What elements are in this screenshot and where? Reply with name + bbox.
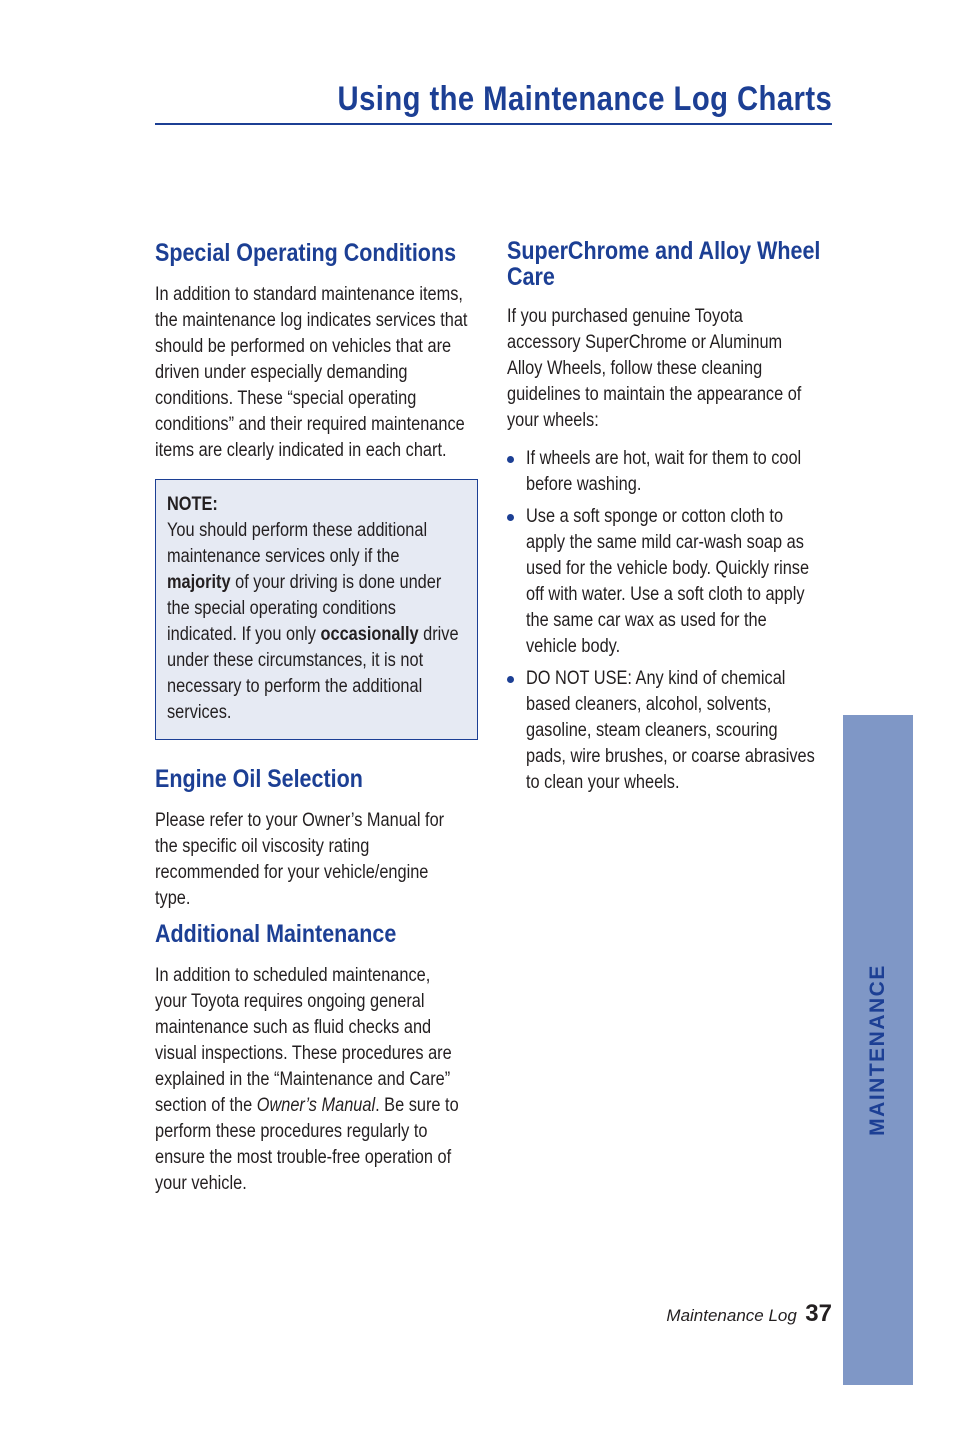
text-line: type. xyxy=(155,888,191,909)
text-line: the special operating conditions xyxy=(167,598,396,619)
text-line: If you purchased genuine Toyota xyxy=(507,306,743,327)
text-line: indicated. If you only occasionally drive xyxy=(167,624,459,645)
text-line: before washing. xyxy=(526,474,642,495)
text-line: gasoline, steam cleaners, scouring xyxy=(526,720,778,741)
text-line: Alloy Wheels, follow these cleaning xyxy=(507,358,763,379)
text-line: apply the same mild car-wash soap as xyxy=(526,532,804,553)
text-line: You should perform these additional xyxy=(167,520,428,541)
text-line: visual inspections. These procedures are xyxy=(155,1043,452,1064)
engine-oil-text xyxy=(155,808,495,912)
additional-maintenance-heading: Additional Maintenance xyxy=(155,920,397,948)
list-item xyxy=(507,446,837,498)
owners-manual-reference: Owner’s Manual xyxy=(256,1095,376,1116)
text-line: used for the vehicle body. Quickly rinse xyxy=(526,558,810,579)
list-item xyxy=(507,504,837,660)
text-line: DO NOT USE: Any kind of chemical xyxy=(526,668,786,689)
bullet-icon xyxy=(507,456,514,463)
text-line: section of the Owner’s Manual. Be sure to xyxy=(155,1095,459,1116)
page-title: Using the Maintenance Log Charts xyxy=(337,80,832,118)
text-line: vehicle body. xyxy=(526,636,621,657)
text-line: majority of your driving is done under xyxy=(167,572,442,593)
text-line: should be performed on vehicles that are xyxy=(155,336,452,357)
text-line: your wheels: xyxy=(507,410,599,431)
text-line: your Toyota requires ongoing general xyxy=(155,991,425,1012)
text-line: based cleaners, alcohol, solvents, xyxy=(526,694,772,715)
bullet-icon xyxy=(507,514,514,521)
engine-oil-section xyxy=(155,764,495,912)
text-line: Use a soft sponge or cotton cloth to xyxy=(526,506,784,527)
list-item xyxy=(507,666,837,796)
title-divider xyxy=(155,123,832,125)
special-conditions-text xyxy=(155,282,495,464)
section-tab xyxy=(843,715,913,1385)
page-number: 37 xyxy=(805,1300,832,1327)
majority-emphasis: majority xyxy=(167,572,231,593)
wheel-care-intro xyxy=(507,304,837,434)
wheel-care-heading: SuperChrome and Alloy Wheel Care xyxy=(507,237,821,291)
additional-maintenance-text xyxy=(155,963,495,1197)
bullet-icon xyxy=(507,676,514,683)
text-line: In addition to scheduled maintenance, xyxy=(155,965,431,986)
text-line: off with water. Use a soft cloth to apply xyxy=(526,584,805,605)
section-tab-label: MAINTENANCE xyxy=(866,964,889,1136)
text-line: ensure the most trouble-free operation of xyxy=(155,1147,452,1168)
text-line: explained in the “Maintenance and Care” xyxy=(155,1069,451,1090)
footer-label: Maintenance Log xyxy=(666,1306,797,1325)
wheel-care-section xyxy=(507,238,837,802)
text-line: recommended for your vehicle/engine xyxy=(155,862,429,883)
occasionally-emphasis: occasionally xyxy=(320,624,419,645)
text-line: conditions. These “special operating xyxy=(155,388,417,409)
note-text xyxy=(167,492,477,726)
engine-oil-heading: Engine Oil Selection xyxy=(155,765,363,793)
special-conditions-heading: Special Operating Conditions xyxy=(155,239,457,267)
text-line: If wheels are hot, wait for them to cool xyxy=(526,448,802,469)
text-line: perform these procedures regularly to xyxy=(155,1121,428,1142)
text-line: the maintenance log indicates services that xyxy=(155,310,468,331)
note-box xyxy=(155,479,478,740)
text-line: maintenance such as fluid checks and xyxy=(155,1017,432,1038)
page-footer xyxy=(666,1300,832,1328)
wheel-care-bullets xyxy=(507,446,837,796)
left-column xyxy=(155,238,495,464)
text-line: In addition to standard maintenance items, xyxy=(155,284,463,305)
text-line: items are clearly indicated in each chart. xyxy=(155,440,447,461)
text-line: the same car wax as used for the xyxy=(526,610,767,631)
text-line: to clean your wheels. xyxy=(526,772,680,793)
text-line: pads, wire brushes, or coarse abrasives xyxy=(526,746,815,767)
text-line: driven under especially demanding xyxy=(155,362,408,383)
text-line: under these circumstances, it is not xyxy=(167,650,424,671)
note-label: NOTE: xyxy=(167,494,218,515)
text-line: guidelines to maintain the appearance of xyxy=(507,384,802,405)
text-line: services. xyxy=(167,702,232,723)
text-line: the specific oil viscosity rating xyxy=(155,836,370,857)
text-line: accessory SuperChrome or Aluminum xyxy=(507,332,783,353)
additional-maintenance-section xyxy=(155,919,495,1197)
text-line: your vehicle. xyxy=(155,1173,247,1194)
text-line: conditions” and their required maintenance xyxy=(155,414,465,435)
text-line: Please refer to your Owner’s Manual for xyxy=(155,810,445,831)
text-line: maintenance services only if the xyxy=(167,546,400,567)
text-line: necessary to perform the additional xyxy=(167,676,423,697)
